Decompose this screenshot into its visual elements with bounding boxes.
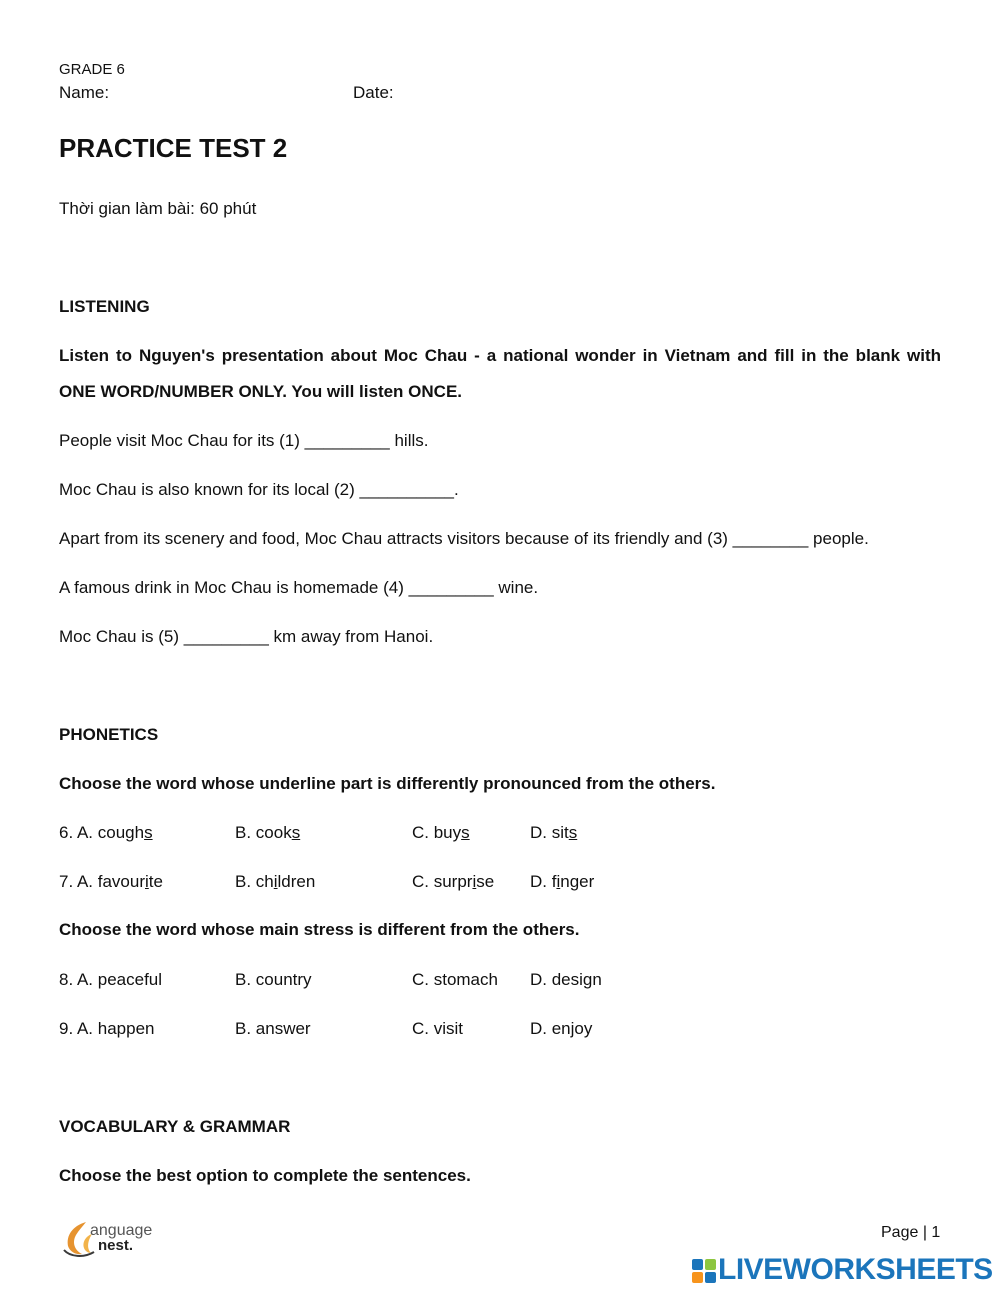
q6-option-a: 6. A. coughs (59, 823, 153, 842)
phonetics-instruction-1: Choose the word whose underline part is differently pronounced from the others. (59, 774, 716, 793)
logo-text-bottom: nest. (98, 1237, 134, 1254)
q9-option-b: B. answer (235, 1019, 311, 1038)
phonetics-heading: PHONETICS (59, 725, 159, 744)
q7-option-b: B. children (235, 872, 316, 891)
liveworksheets-icon (692, 1259, 716, 1283)
q8-option-d: D. design (530, 970, 602, 989)
q9-option-c: C. visit (412, 1019, 463, 1038)
phonetics-instruction-2: Choose the word whose main stress is different from the others. (59, 920, 580, 939)
listening-item-3: Apart from its scenery and food, Moc Chau attracts visitors because of its friendly and (3) ________ people. (59, 529, 869, 548)
listening-item-1: People visit Moc Chau for its (1) _________ hills. (59, 431, 429, 450)
grade-label: GRADE 6 (59, 61, 125, 78)
listening-instruction: Listen to Nguyen's presentation about Moc Chau - a national wonder in Vietnam and fill in the blank with ONE WORD/NUMBER ONLY. You will listen ONCE. (59, 346, 941, 401)
vocab-heading: VOCABULARY & GRAMMAR (59, 1117, 291, 1136)
q8-option-b: B. country (235, 970, 312, 989)
q8-option-c: C. stomach (412, 970, 498, 989)
q6-option-b: B. cooks (235, 823, 301, 842)
listening-item-2: Moc Chau is also known for its local (2) __________. (59, 480, 459, 499)
page-number: Page | 1 (881, 1224, 941, 1241)
name-label: Name: (59, 83, 110, 102)
q9-option-a: 9. A. happen (59, 1019, 155, 1038)
listening-item-4: A famous drink in Moc Chau is homemade (4) _________ wine. (59, 578, 539, 597)
liveworksheets-brand (692, 1254, 992, 1288)
q8-option-a: 8. A. peaceful (59, 970, 163, 989)
date-label: Date: (353, 83, 394, 102)
q7-option-d: D. finger (530, 872, 595, 891)
language-nest-logo (62, 1220, 172, 1260)
q6-option-d: D. sits (530, 823, 578, 842)
listening-heading: LISTENING (59, 297, 150, 316)
q6-option-c: C. buys (412, 823, 470, 842)
listening-item-5: Moc Chau is (5) _________ km away from Hanoi. (59, 627, 434, 646)
page-title: PRACTICE TEST 2 (59, 133, 288, 163)
liveworksheets-text: LIVEWORKSHEETS (718, 1253, 993, 1286)
logo-text-top: anguage (90, 1222, 153, 1239)
time-note: Thời gian làm bài: 60 phút (59, 199, 257, 218)
q9-option-d: D. enjoy (530, 1019, 593, 1038)
vocab-instruction: Choose the best option to complete the sentences. (59, 1166, 471, 1185)
q7-option-a: 7. A. favourite (59, 872, 163, 891)
q7-option-c: C. surprise (412, 872, 495, 891)
